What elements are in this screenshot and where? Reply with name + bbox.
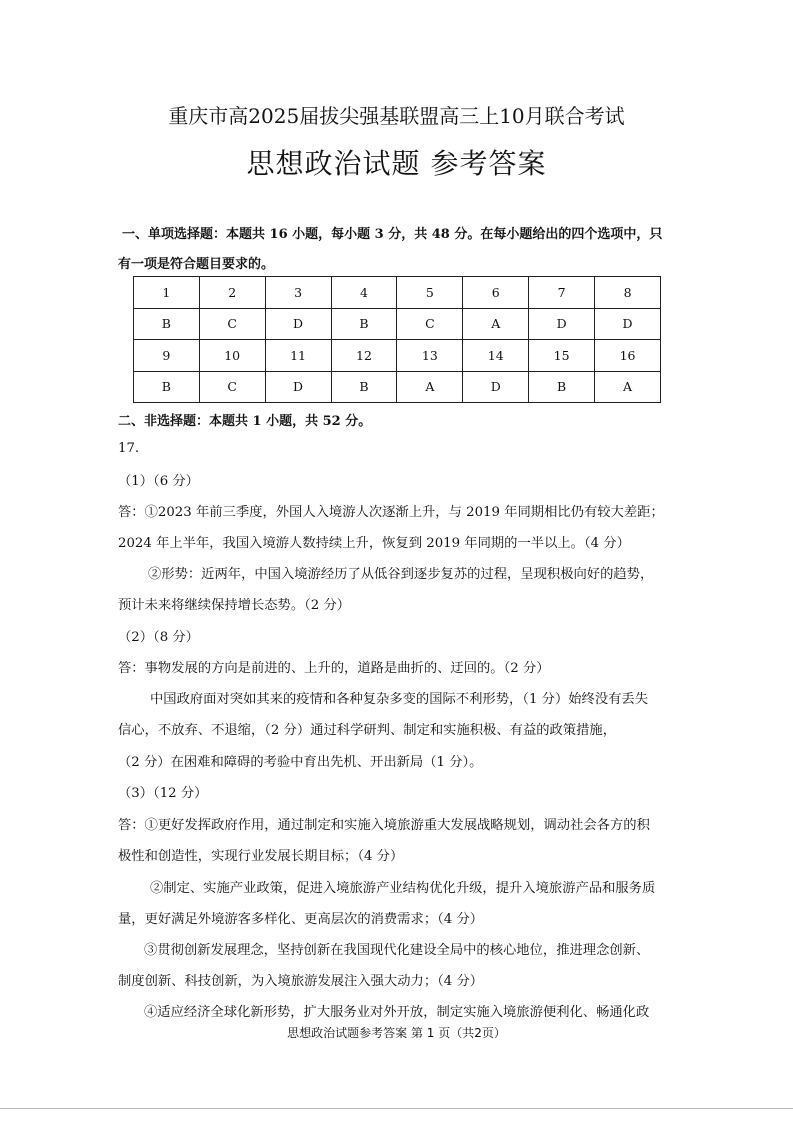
answer-row — [134, 371, 661, 403]
question-number-cell: 12 — [331, 340, 397, 372]
answer-text-line: （1）（6 分） — [118, 474, 199, 489]
question-number-cell: 3 — [265, 277, 331, 309]
section2-heading: 二、非选择题：本题共 1 小题，共 52 分。 — [118, 414, 372, 429]
answer-text-line: ④适应经济全球化新形势，扩大服务业对外开放，制定实施入境旅游便利化、畅通化政 — [144, 1005, 650, 1020]
question-number-cell: 7 — [529, 277, 595, 309]
answer-cell: A — [595, 371, 661, 403]
question-number-cell: 15 — [529, 340, 595, 372]
question-number-row — [134, 277, 661, 309]
section1-heading-cont: 有一项是符合题目要求的。 — [118, 257, 275, 272]
answer-text-line: 制度创新、科技创新，为入境旅游发展注入强大动力；（4 分） — [118, 974, 484, 989]
question-number-cell: 10 — [199, 340, 265, 372]
answer-text-line: （2 分）在困难和障碍的考验中育出先机、开出新局（1 分）。 — [118, 755, 483, 770]
answer-text-line: 量，更好满足外境游客多样化、更高层次的消费需求；（4 分） — [118, 912, 484, 927]
section1-heading: 一、单项选择题：本题共 16 小题，每小题 3 分，共 48 分。在每小题给出的四个选项中，只 — [122, 227, 663, 242]
question-number-cell: 9 — [134, 340, 200, 372]
question-number-cell: 2 — [199, 277, 265, 309]
answer-text-line: ②制定、实施产业政策，促进入境旅游产业结构优化升级，提升入境旅游产品和服务质 — [150, 881, 656, 896]
answer-cell: A — [463, 308, 529, 340]
question-number-cell: 1 — [134, 277, 200, 309]
answer-cell: D — [265, 371, 331, 403]
answer-cell: C — [199, 308, 265, 340]
question-number-cell: 8 — [595, 277, 661, 309]
question-number-row — [134, 340, 661, 372]
question-number-cell: 11 — [265, 340, 331, 372]
answer-text-line: 极性和创造性，实现行业发展长期目标；（4 分） — [118, 849, 404, 864]
answer-cell: C — [397, 308, 463, 340]
answer-cell: C — [199, 371, 265, 403]
answer-table — [133, 276, 661, 403]
answer-cell: A — [397, 371, 463, 403]
answer-row — [134, 308, 661, 340]
answer-text-line: 信心，不放弃、不退缩，（2 分）通过科学研判、制定和实施积极、有益的政策措施， — [118, 723, 617, 738]
question-number-cell: 13 — [397, 340, 463, 372]
answer-cell: D — [595, 308, 661, 340]
answer-text-line: ③贯彻创新发展理念，坚持创新在我国现代化建设全局中的核心地位，推进理念创新、 — [144, 943, 650, 958]
question-number-cell: 14 — [463, 340, 529, 372]
answer-text-line: 答：①2023 年前三季度，外国人入境游人次逐渐上升，与 2019 年同期相比仍有较大差距； — [118, 505, 664, 520]
answer-cell: B — [529, 371, 595, 403]
answer-text-line: 中国政府面对突如其来的疫情和各种复杂多变的国际不利形势，（1 分）始终没有丢失 — [150, 692, 649, 707]
answer-text-line: （2）（8 分） — [118, 630, 199, 645]
question-number-cell: 6 — [463, 277, 529, 309]
answer-text-line: （3）（12 分） — [118, 786, 208, 801]
answer-cell: D — [529, 308, 595, 340]
question-number-cell: 5 — [397, 277, 463, 309]
answer-text-line: ②形势：近两年，中国入境游经历了从低谷到逐步复苏的过程，呈现积极向好的趋势， — [148, 567, 654, 582]
answer-text-line: 2024 年上半年，我国入境游人数持续上升，恢复到 2019 年同期的一半以上。（4 分） — [118, 536, 630, 551]
question-number-cell: 16 — [595, 340, 661, 372]
answer-cell: B — [134, 371, 200, 403]
answer-cell: B — [134, 308, 200, 340]
answer-text-line: 答：①更好发挥政府作用，通过制定和实施入境旅游重大发展战略规划，调动社会各方的积 — [118, 818, 650, 833]
answer-text-line: 答：事物发展的方向是前进的、上升的，道路是曲折的、迂回的。（2 分） — [118, 661, 550, 676]
answer-text-line: 预计未来将继续保持增长态势。（2 分） — [118, 598, 351, 613]
page-bottom-rule — [0, 1108, 793, 1109]
question-number-cell: 4 — [331, 277, 397, 309]
answer-cell: D — [463, 371, 529, 403]
answer-cell: B — [331, 371, 397, 403]
answer-cell: D — [265, 308, 331, 340]
answer-text-line: 17. — [118, 441, 140, 456]
exam-title: 重庆市高2025届拔尖强基联盟高三上10月联合考试 — [168, 104, 625, 128]
answer-cell: B — [331, 308, 397, 340]
page-footer: 思想政治试题参考答案 第 1 页（共2页） — [287, 1026, 506, 1040]
document-subtitle: 思想政治试题 参考答案 — [246, 147, 547, 180]
